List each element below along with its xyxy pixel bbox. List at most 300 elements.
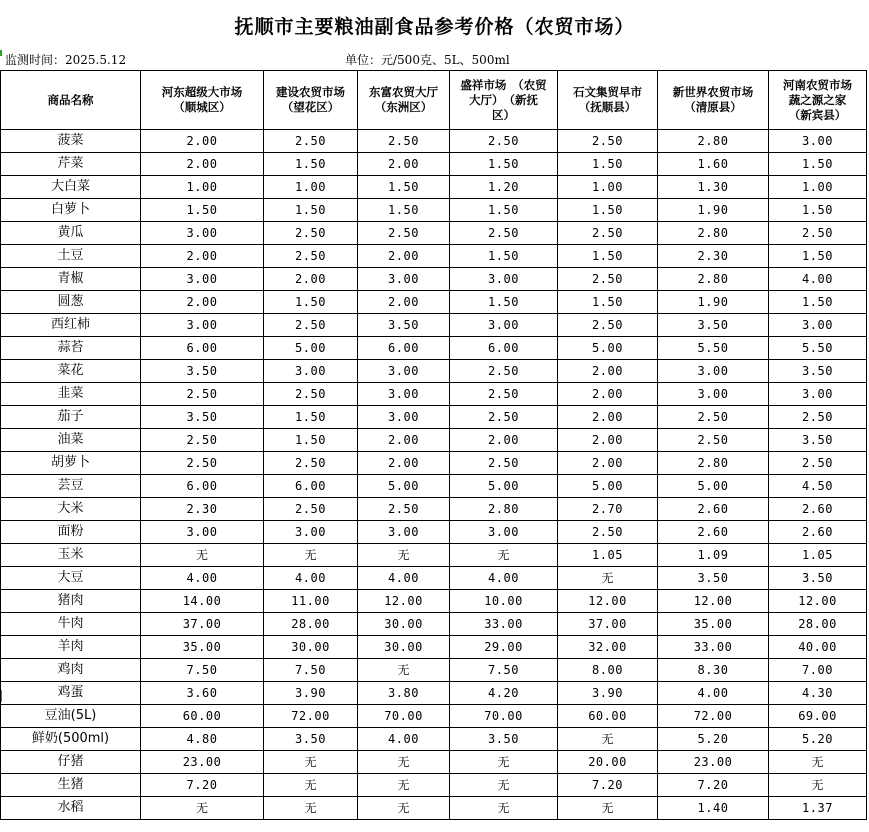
price-cell: 无: [558, 797, 658, 820]
price-cell: 14.00: [141, 590, 264, 613]
table-row: [1, 636, 867, 659]
price-cell: 5.00: [558, 475, 658, 498]
price-cell: 2.00: [358, 452, 450, 475]
price-cell: 无: [358, 797, 450, 820]
price-cell: 无: [141, 797, 264, 820]
price-cell: 7.50: [141, 659, 264, 682]
product-name-cell: 韭菜: [1, 383, 141, 406]
price-cell: 2.50: [558, 521, 658, 544]
price-cell: 2.60: [658, 498, 769, 521]
table-row: [1, 199, 867, 222]
price-cell: 2.80: [658, 222, 769, 245]
price-cell: 35.00: [658, 613, 769, 636]
price-cell: 3.50: [358, 314, 450, 337]
price-cell: 5.50: [658, 337, 769, 360]
product-name-cell: 胡萝卜: [1, 452, 141, 475]
price-cell: 1.90: [658, 199, 769, 222]
price-cell: 1.50: [558, 153, 658, 176]
price-cell: 无: [358, 774, 450, 797]
product-name-cell: 牛肉: [1, 613, 141, 636]
price-cell: 2.50: [450, 452, 558, 475]
product-name-cell: 油菜: [1, 429, 141, 452]
price-cell: 8.30: [658, 659, 769, 682]
table-row: [1, 705, 867, 728]
price-cell: 2.50: [558, 268, 658, 291]
price-cell: 1.90: [658, 291, 769, 314]
product-name-cell: 圆葱: [1, 291, 141, 314]
price-cell: 3.50: [769, 429, 867, 452]
price-cell: 5.20: [769, 728, 867, 751]
price-cell: 6.00: [141, 337, 264, 360]
price-cell: 5.00: [264, 337, 358, 360]
table-row: [1, 590, 867, 613]
price-cell: 2.50: [264, 452, 358, 475]
table-row: [1, 291, 867, 314]
price-cell: 4.20: [450, 682, 558, 705]
price-cell: 2.00: [141, 291, 264, 314]
price-cell: 12.00: [558, 590, 658, 613]
price-cell: 5.20: [658, 728, 769, 751]
price-cell: 无: [450, 774, 558, 797]
price-cell: 2.50: [450, 360, 558, 383]
product-name-cell: 鲜奶(500ml): [1, 728, 141, 751]
price-cell: 3.50: [658, 314, 769, 337]
table-row: [1, 774, 867, 797]
table-row: [1, 153, 867, 176]
price-cell: 3.50: [450, 728, 558, 751]
table-row: [1, 567, 867, 590]
price-cell: 3.00: [450, 521, 558, 544]
header-cell-market: [264, 71, 358, 130]
product-name-cell: 菜花: [1, 360, 141, 383]
price-cell: 3.00: [769, 130, 867, 153]
price-cell: 1.00: [769, 176, 867, 199]
price-cell: 3.80: [358, 682, 450, 705]
price-cell: 2.50: [141, 452, 264, 475]
header-cell-market: [141, 71, 264, 130]
price-cell: 10.00: [450, 590, 558, 613]
table-row: [1, 383, 867, 406]
price-cell: 3.00: [769, 383, 867, 406]
price-cell: 7.20: [558, 774, 658, 797]
product-name-cell: 大豆: [1, 567, 141, 590]
price-cell: 2.50: [264, 383, 358, 406]
price-cell: 1.09: [658, 544, 769, 567]
table-row: [1, 222, 867, 245]
price-cell: 33.00: [658, 636, 769, 659]
price-cell: 1.05: [769, 544, 867, 567]
price-cell: 30.00: [264, 636, 358, 659]
price-cell: 1.50: [558, 245, 658, 268]
product-name-cell: 芹菜: [1, 153, 141, 176]
price-cell: 4.00: [358, 728, 450, 751]
price-cell: 6.00: [450, 337, 558, 360]
price-cell: 2.50: [264, 314, 358, 337]
price-cell: 3.50: [769, 567, 867, 590]
product-name-cell: 鸡蛋: [1, 682, 141, 705]
price-cell: 2.00: [558, 383, 658, 406]
price-cell: 2.00: [141, 153, 264, 176]
header-line: 建设农贸市场: [276, 85, 345, 99]
price-cell: 4.00: [141, 567, 264, 590]
monitor-time: 监测时间：2025.5.12: [5, 53, 127, 67]
price-cell: 5.00: [558, 337, 658, 360]
price-cell: 3.50: [658, 567, 769, 590]
price-cell: 无: [141, 544, 264, 567]
price-cell: 无: [264, 797, 358, 820]
table-row: [1, 498, 867, 521]
price-cell: 3.00: [450, 314, 558, 337]
price-cell: 4.00: [769, 268, 867, 291]
meta-bar: [0, 50, 869, 70]
price-cell: 3.00: [658, 383, 769, 406]
price-cell: 无: [769, 774, 867, 797]
table-body: [1, 130, 867, 820]
price-cell: 3.00: [358, 268, 450, 291]
price-cell: 69.00: [769, 705, 867, 728]
price-cell: 1.50: [769, 199, 867, 222]
price-cell: 1.00: [141, 176, 264, 199]
header-line: （清原县）: [684, 100, 742, 114]
price-cell: 33.00: [450, 613, 558, 636]
price-cell: 70.00: [450, 705, 558, 728]
price-cell: 5.50: [769, 337, 867, 360]
price-cell: 20.00: [558, 751, 658, 774]
price-cell: 2.30: [658, 245, 769, 268]
price-cell: 无: [264, 751, 358, 774]
price-cell: 4.00: [658, 682, 769, 705]
price-cell: 2.50: [558, 314, 658, 337]
price-cell: 4.00: [450, 567, 558, 590]
product-name-cell: 芸豆: [1, 475, 141, 498]
product-name-cell: 茄子: [1, 406, 141, 429]
price-cell: 2.50: [450, 406, 558, 429]
price-cell: 4.50: [769, 475, 867, 498]
price-cell: 1.00: [264, 176, 358, 199]
header-cell-market: [769, 71, 867, 130]
price-cell: 3.60: [141, 682, 264, 705]
price-cell: 4.00: [264, 567, 358, 590]
price-cell: 2.50: [450, 383, 558, 406]
price-cell: 2.60: [769, 498, 867, 521]
price-cell: 28.00: [264, 613, 358, 636]
price-cell: 2.00: [264, 268, 358, 291]
product-name-cell: 面粉: [1, 521, 141, 544]
header-cell-market: [450, 71, 558, 130]
header-line: （抚顺县）: [578, 100, 637, 114]
table-row: [1, 268, 867, 291]
price-cell: 7.50: [450, 659, 558, 682]
product-name-cell: 生猪: [1, 774, 141, 797]
price-cell: 2.50: [769, 406, 867, 429]
price-cell: 3.90: [558, 682, 658, 705]
table-row: [1, 245, 867, 268]
page-title: 抚顺市主要粮油副食品参考价格（农贸市场）: [234, 15, 635, 38]
table-row: [1, 613, 867, 636]
header-line: 新世界农贸市场: [672, 85, 754, 99]
price-cell: 3.00: [264, 521, 358, 544]
price-cell: 2.50: [264, 130, 358, 153]
price-cell: 1.20: [450, 176, 558, 199]
price-cell: 12.00: [658, 590, 769, 613]
price-cell: 2.50: [358, 130, 450, 153]
product-name-cell: 羊肉: [1, 636, 141, 659]
price-cell: 2.00: [358, 291, 450, 314]
header-line: 河南农贸市场: [783, 77, 852, 92]
price-cell: 2.80: [450, 498, 558, 521]
price-cell: 40.00: [769, 636, 867, 659]
price-cell: 12.00: [769, 590, 867, 613]
price-cell: 70.00: [358, 705, 450, 728]
product-name-cell: 水稻: [1, 797, 141, 820]
price-cell: 无: [264, 544, 358, 567]
price-cell: 无: [450, 797, 558, 820]
price-cell: 3.50: [141, 406, 264, 429]
unit-label: 单位：元/500克、5L、500ml: [345, 53, 510, 67]
header-row: [1, 71, 867, 130]
price-cell: 无: [264, 774, 358, 797]
product-name-cell: 豆油(5L): [1, 705, 141, 728]
price-cell: 2.80: [658, 452, 769, 475]
price-cell: 2.30: [141, 498, 264, 521]
price-cell: 4.30: [769, 682, 867, 705]
price-cell: 1.50: [358, 176, 450, 199]
price-cell: 23.00: [141, 751, 264, 774]
price-cell: 2.60: [769, 521, 867, 544]
product-name-cell: 菠菜: [1, 130, 141, 153]
price-cell: 37.00: [558, 613, 658, 636]
price-cell: 2.50: [450, 222, 558, 245]
price-cell: 1.50: [450, 153, 558, 176]
price-cell: 2.50: [450, 130, 558, 153]
price-cell: 2.50: [658, 406, 769, 429]
price-cell: 4.80: [141, 728, 264, 751]
price-cell: 无: [358, 751, 450, 774]
price-cell: 2.00: [358, 245, 450, 268]
product-name-cell: 玉米: [1, 544, 141, 567]
price-cell: 7.00: [769, 659, 867, 682]
price-cell: 7.20: [658, 774, 769, 797]
table-row: [1, 314, 867, 337]
price-cell: 1.50: [264, 406, 358, 429]
price-cell: 3.50: [141, 360, 264, 383]
price-cell: 2.00: [141, 245, 264, 268]
product-name-cell: 猪肉: [1, 590, 141, 613]
table-row: [1, 797, 867, 820]
price-cell: 2.50: [358, 222, 450, 245]
table-row: [1, 130, 867, 153]
price-cell: 2.70: [558, 498, 658, 521]
price-cell: 30.00: [358, 636, 450, 659]
price-cell: 2.80: [658, 130, 769, 153]
price-cell: 3.00: [141, 314, 264, 337]
price-cell: 1.50: [450, 291, 558, 314]
price-cell: 3.00: [358, 521, 450, 544]
price-cell: 3.00: [264, 360, 358, 383]
price-cell: 无: [358, 659, 450, 682]
price-cell: 3.00: [141, 521, 264, 544]
price-cell: 2.00: [558, 360, 658, 383]
price-table: [0, 70, 867, 820]
price-cell: 1.00: [558, 176, 658, 199]
price-cell: 2.50: [264, 222, 358, 245]
price-cell: 3.00: [450, 268, 558, 291]
product-name-cell: 蒜苔: [1, 337, 141, 360]
price-cell: 60.00: [558, 705, 658, 728]
price-cell: 4.00: [358, 567, 450, 590]
table-row: [1, 521, 867, 544]
price-cell: 3.50: [264, 728, 358, 751]
product-name-cell: 白萝卜: [1, 199, 141, 222]
price-cell: 12.00: [358, 590, 450, 613]
product-name-cell: 大白菜: [1, 176, 141, 199]
price-cell: 2.00: [558, 452, 658, 475]
header-cell-market: [658, 71, 769, 130]
price-cell: 2.50: [358, 498, 450, 521]
price-cell: 29.00: [450, 636, 558, 659]
price-cell: 2.50: [769, 452, 867, 475]
price-cell: 32.00: [558, 636, 658, 659]
price-cell: 28.00: [769, 613, 867, 636]
price-cell: 1.40: [658, 797, 769, 820]
price-cell: 5.00: [658, 475, 769, 498]
price-cell: 2.00: [358, 429, 450, 452]
price-cell: 1.50: [264, 199, 358, 222]
table-row: [1, 682, 867, 705]
product-name-cell: 土豆: [1, 245, 141, 268]
price-cell: 无: [558, 728, 658, 751]
price-cell: 3.00: [358, 360, 450, 383]
price-cell: 3.00: [141, 222, 264, 245]
header-line: （东洲区）: [374, 100, 433, 114]
price-cell: 1.50: [769, 153, 867, 176]
table-row: [1, 544, 867, 567]
price-cell: 6.00: [264, 475, 358, 498]
price-cell: 2.50: [558, 222, 658, 245]
product-name-cell: 黄瓜: [1, 222, 141, 245]
price-cell: 35.00: [141, 636, 264, 659]
table-row: [1, 659, 867, 682]
table-row: [1, 176, 867, 199]
header-line: 大厅） （新抚: [469, 92, 538, 107]
header-line: 东富农贸大厅: [369, 85, 438, 99]
product-name-cell: 仔猪: [1, 751, 141, 774]
price-cell: 11.00: [264, 590, 358, 613]
price-cell: 7.20: [141, 774, 264, 797]
price-cell: 3.00: [358, 406, 450, 429]
price-cell: 1.50: [769, 245, 867, 268]
header-line: 河东超级大市场: [161, 85, 243, 99]
price-cell: 无: [450, 544, 558, 567]
price-cell: 2.50: [264, 245, 358, 268]
price-cell: 1.50: [558, 199, 658, 222]
price-cell: 2.80: [658, 268, 769, 291]
header-cell-name: 商品名称: [1, 71, 141, 130]
header-line: 区）: [492, 107, 515, 122]
price-cell: 6.00: [358, 337, 450, 360]
price-cell: 2.50: [558, 130, 658, 153]
table-row: [1, 337, 867, 360]
price-cell: 2.50: [141, 383, 264, 406]
price-cell: 2.00: [450, 429, 558, 452]
table-row: [1, 360, 867, 383]
price-cell: 2.00: [141, 130, 264, 153]
price-cell: 3.50: [769, 360, 867, 383]
price-cell: 1.37: [769, 797, 867, 820]
table-row: [1, 475, 867, 498]
price-cell: 5.00: [450, 475, 558, 498]
table-row: [1, 728, 867, 751]
price-cell: 1.50: [264, 429, 358, 452]
price-cell: 72.00: [264, 705, 358, 728]
price-cell: 2.00: [558, 406, 658, 429]
product-name-cell: 鸡肉: [1, 659, 141, 682]
price-cell: 60.00: [141, 705, 264, 728]
price-cell: 2.00: [358, 153, 450, 176]
price-cell: 2.50: [141, 429, 264, 452]
price-cell: 无: [769, 751, 867, 774]
price-cell: 8.00: [558, 659, 658, 682]
table-row: [1, 452, 867, 475]
price-cell: 3.00: [141, 268, 264, 291]
header-line: 蔬之源之家: [788, 92, 847, 107]
header-line: （顺城区）: [173, 100, 231, 114]
price-cell: 6.00: [141, 475, 264, 498]
price-cell: 无: [450, 751, 558, 774]
price-cell: 3.00: [658, 360, 769, 383]
product-name-cell: 西红柿: [1, 314, 141, 337]
price-cell: 无: [558, 567, 658, 590]
price-cell: 3.90: [264, 682, 358, 705]
header-cell-market: [358, 71, 450, 130]
price-cell: 3.00: [358, 383, 450, 406]
price-cell: 1.50: [450, 245, 558, 268]
row-marker: [0, 50, 2, 56]
price-cell: 2.50: [658, 429, 769, 452]
price-cell: 1.50: [141, 199, 264, 222]
price-cell: 1.50: [558, 291, 658, 314]
price-cell: 2.60: [658, 521, 769, 544]
price-cell: 2.50: [769, 222, 867, 245]
header-line: （新宾县）: [788, 107, 847, 122]
product-name-cell: 青椒: [1, 268, 141, 291]
price-cell: 2.00: [558, 429, 658, 452]
price-cell: 23.00: [658, 751, 769, 774]
table-row: [1, 429, 867, 452]
price-cell: 1.50: [264, 291, 358, 314]
price-cell: 2.50: [264, 498, 358, 521]
price-cell: 1.50: [264, 153, 358, 176]
price-cell: 72.00: [658, 705, 769, 728]
price-cell: 7.50: [264, 659, 358, 682]
price-cell: 1.30: [658, 176, 769, 199]
header-line: 石文集贸早市: [573, 85, 642, 99]
price-cell: 无: [358, 544, 450, 567]
product-name-cell: 大米: [1, 498, 141, 521]
header-line: 盛祥市场 （农贸: [460, 77, 547, 92]
table-row: [1, 406, 867, 429]
price-cell: 3.00: [769, 314, 867, 337]
price-cell: 1.60: [658, 153, 769, 176]
price-cell: 1.50: [450, 199, 558, 222]
price-cell: 1.05: [558, 544, 658, 567]
price-cell: 5.00: [358, 475, 450, 498]
table-row: [1, 751, 867, 774]
price-cell: 30.00: [358, 613, 450, 636]
header-line: （望花区）: [281, 100, 340, 114]
price-cell: 1.50: [769, 291, 867, 314]
price-cell: 37.00: [141, 613, 264, 636]
